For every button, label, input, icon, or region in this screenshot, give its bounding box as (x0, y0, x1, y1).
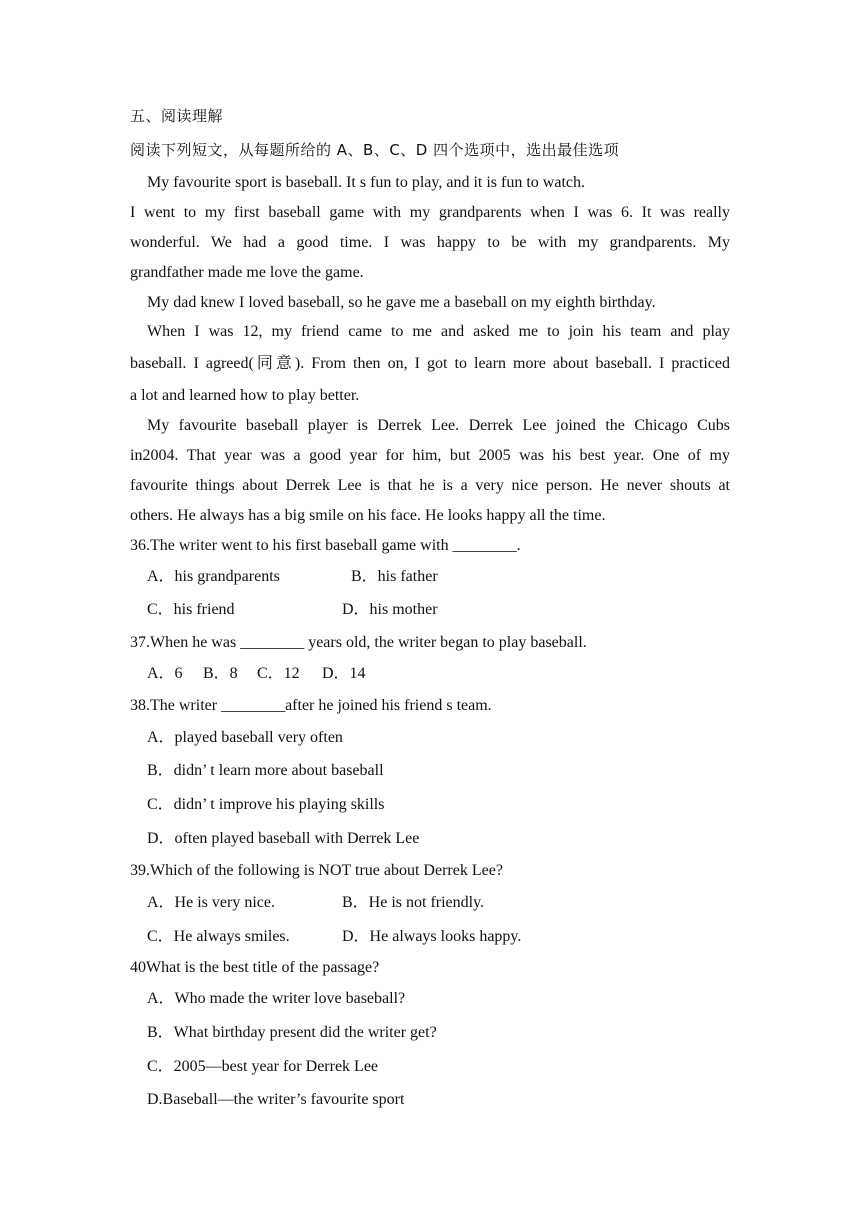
passage-paragraph-4-line-2: baseball. I agreed(同意). From then on, I got to learn more about baseball. I practiced (130, 355, 730, 372)
question-40-option-d: D.Baseball—the writer’s favourite sport (147, 1091, 405, 1108)
question-39-option-a: A．He is very nice. (147, 894, 275, 911)
section-title: 五、阅读理解 (130, 107, 224, 125)
question-36-stem: 36.The writer went to his first baseball game with ________. (130, 537, 521, 554)
question-37-stem: 37.When he was ________ years old, the writer began to play baseball. (130, 634, 587, 651)
passage-paragraph-4-line-3: a lot and learned how to play better. (130, 387, 360, 404)
question-36-option-a: A．his grandparents (147, 568, 280, 585)
question-36-option-c: C．his friend (147, 601, 235, 618)
question-40-option-b: B．What birthday present did the writer get? (147, 1024, 437, 1041)
passage-paragraph-4-line-1: When I was 12, my friend came to me and asked me to join his team and play (147, 323, 730, 340)
question-39-option-b: B．He is not friendly. (342, 894, 485, 911)
passage-paragraph-5-line-3: favourite things about Derrek Lee is that he is a very nice person. He never shouts at (130, 477, 730, 494)
instructions: 阅读下列短文，从每题所给的 A、B、C、D 四个选项中，选出最佳选项 (130, 141, 620, 159)
passage-paragraph-2-line-1: I went to my first baseball game with my grandparents when I was 6. It was really (130, 204, 730, 221)
question-40-option-a: A．Who made the writer love baseball? (147, 990, 406, 1007)
question-40-stem: 40What is the best title of the passage? (130, 959, 380, 976)
question-39-option-c: C．He always smiles. (147, 928, 290, 945)
passage-paragraph-5-line-1: My favourite baseball player is Derrek Lee. Derrek Lee joined the Chicago Cubs (147, 417, 730, 434)
question-38-option-a: A．played baseball very often (147, 729, 343, 746)
question-37-option-d: D．14 (322, 665, 366, 682)
question-38-option-b: B．didn’ t learn more about baseball (147, 762, 384, 779)
question-38-option-c: C．didn’ t improve his playing skills (147, 796, 385, 813)
passage-paragraph-2-line-2: wonderful. We had a good time. I was happy to be with my grandparents. My (130, 234, 730, 251)
question-39-stem: 39.Which of the following is NOT true about Derrek Lee? (130, 862, 503, 879)
question-36-option-d: D．his mother (342, 601, 438, 618)
question-37-option-a: A．6 (147, 665, 183, 682)
passage-paragraph-2-line-3: grandfather made me love the game. (130, 264, 364, 281)
question-37-option-c: C．12 (257, 665, 300, 682)
passage-paragraph-1: My favourite sport is baseball. It s fun to play, and it is fun to watch. (147, 174, 585, 191)
question-40-option-c: C．2005—best year for Derrek Lee (147, 1058, 379, 1075)
question-38-option-d: D．often played baseball with Derrek Lee (147, 830, 420, 847)
question-38-stem: 38.The writer ________after he joined his friend s team. (130, 697, 492, 714)
question-36-option-b: B．his father (351, 568, 438, 585)
question-39-option-d: D．He always looks happy. (342, 928, 522, 945)
passage-paragraph-5-line-4: others. He always has a big smile on his face. He looks happy all the time. (130, 507, 606, 524)
question-37-option-b: B．8 (203, 665, 238, 682)
passage-paragraph-5-line-2: in2004. That year was a good year for him, but 2005 was his best year. One of my (130, 447, 730, 464)
passage-paragraph-3: My dad knew I loved baseball, so he gave me a baseball on my eighth birthday. (147, 294, 656, 311)
